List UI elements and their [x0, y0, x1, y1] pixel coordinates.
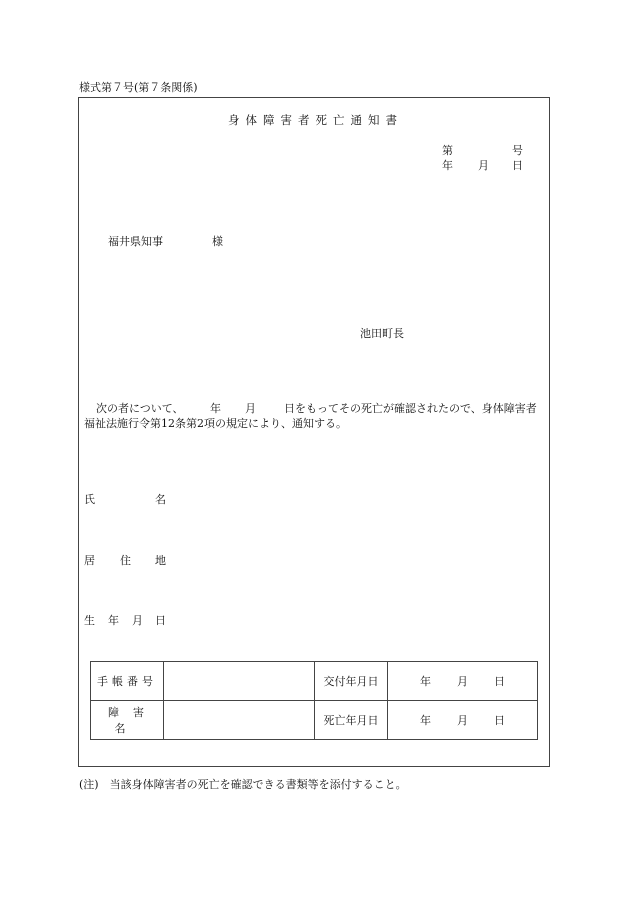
footnote: (注) 当該身体障害者の死亡を確認できる書類等を添付すること。 [79, 778, 407, 791]
notice-line1-rest: 日をもってその死亡が確認されたので、身体障害者 [284, 402, 537, 415]
field-birthdate-char3: 月 [132, 614, 143, 627]
notice-line2: 福祉法施行令第12条第2項の規定により、通知する。 [84, 417, 347, 430]
field-address-char1: 居 [84, 554, 95, 567]
value-issue-date [388, 662, 538, 701]
notice-line1-start: 次の者について、 [96, 402, 184, 415]
issue-date-day: 日 [494, 675, 505, 688]
value-death-date [388, 701, 538, 740]
doc-date-month: 月 [478, 159, 489, 172]
label-death-date: 死亡年月日 [315, 701, 388, 740]
document-title: 身体障害者死亡通知書 [228, 113, 403, 127]
notice-line1-year: 年 [210, 402, 221, 415]
notice-line1-month: 月 [245, 402, 256, 415]
label-disability-name: 障害名 [91, 701, 164, 740]
table-row [91, 701, 538, 740]
value-notebook-number [164, 662, 315, 701]
issue-date-month: 月 [457, 675, 468, 688]
field-address-char2: 住 [120, 554, 131, 567]
field-birthdate-char2: 年 [108, 614, 119, 627]
death-date-year: 年 [420, 714, 431, 727]
issue-date-year: 年 [420, 675, 431, 688]
form-number: 様式第７号(第７条関係) [79, 81, 198, 94]
doc-date-year: 年 [442, 159, 453, 172]
field-address-char3: 地 [155, 554, 166, 567]
sender-name: 池田町長 [360, 327, 404, 340]
value-disability-name [164, 701, 315, 740]
death-date-month: 月 [457, 714, 468, 727]
field-name-char1: 氏 [84, 493, 95, 506]
addressee-honorific: 様 [212, 235, 223, 248]
field-name-char2: 名 [155, 493, 166, 506]
table-row [91, 662, 538, 701]
death-date-day: 日 [494, 714, 505, 727]
doc-number-suffix: 号 [512, 144, 523, 157]
field-birthdate-char4: 日 [155, 614, 166, 627]
field-birthdate-char1: 生 [84, 614, 95, 627]
doc-number-prefix: 第 [442, 144, 453, 157]
doc-date-day: 日 [512, 159, 523, 172]
label-issue-date: 交付年月日 [315, 662, 388, 701]
addressee-name: 福井県知事 [108, 235, 163, 248]
info-table [90, 661, 538, 740]
label-notebook-number: 手帳番号 [91, 662, 164, 701]
